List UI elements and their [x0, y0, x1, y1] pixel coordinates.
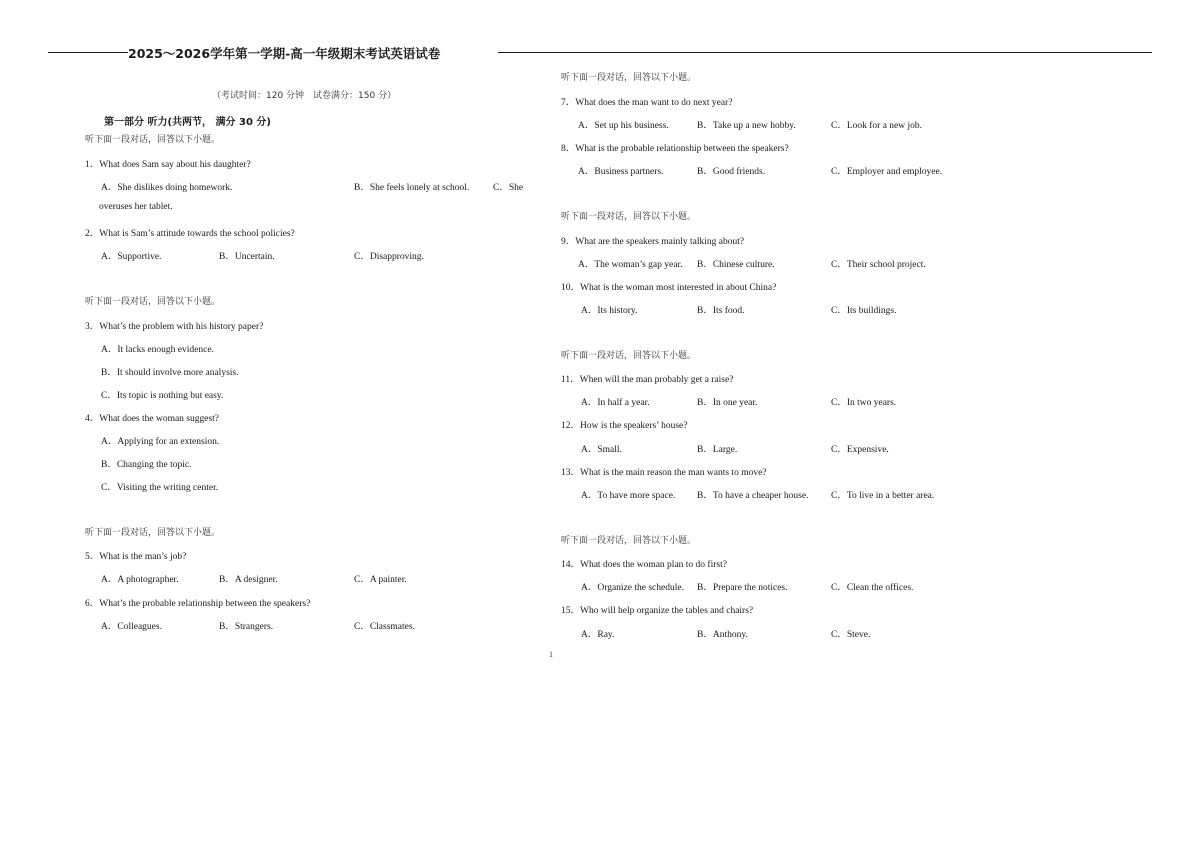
page-number: 1 [549, 650, 553, 659]
q8-option-a: A．Business partners. [578, 167, 664, 177]
question-5: 5．What is the man’s job? [85, 552, 187, 562]
q2-option-b: B．Uncertain. [219, 252, 275, 262]
q1-option-c: C．She [493, 183, 524, 193]
q6-option-b: B．Strangers. [219, 622, 274, 632]
exam-info: （考试时间：120 分钟 试卷满分：150 分） [212, 91, 397, 101]
q2-option-a: A．Supportive. [101, 252, 162, 262]
question-9: 9．What are the speakers mainly talking about? [561, 237, 745, 247]
q7-option-b: B．Take up a new hobby. [697, 121, 796, 131]
q12-option-a: A．Small. [581, 445, 622, 455]
q8-option-c: C．Employer and employee. [831, 167, 943, 177]
instruction-2: 听下面一段对话，回答以下小题。 [85, 297, 221, 307]
q3-option-a: A．It lacks enough evidence. [101, 345, 214, 355]
q3-option-c: C．Its topic is nothing but easy. [101, 391, 224, 401]
instruction-5: 听下面一段对话，回答以下小题。 [561, 212, 697, 222]
q11-option-b: B．In one year. [697, 398, 758, 408]
q9-option-c: C．Their school project. [831, 260, 926, 270]
question-6: 6．What’s the probable relationship between the speakers? [85, 599, 311, 609]
q3-option-b: B．It should involve more analysis. [101, 368, 239, 378]
q1-option-b: B．She feels lonely at school. [354, 183, 470, 193]
q12-option-c: C．Expensive. [831, 445, 889, 455]
q13-option-a: A．To have more space. [581, 491, 676, 501]
question-7: 7．What does the man want to do next year? [561, 98, 733, 108]
q9-option-a: A．The woman’s gap year. [578, 260, 683, 270]
instruction-1: 听下面一段对话，回答以下小题。 [85, 135, 221, 145]
q4-option-c: C．Visiting the writing center. [101, 483, 219, 493]
instruction-7: 听下面一段对话，回答以下小题。 [561, 536, 697, 546]
question-4: 4．What does the woman suggest? [85, 414, 220, 424]
question-12: 12．How is the speakers’ house? [561, 421, 688, 431]
section-heading: 第一部分 听力(共两节， 满分 30 分) [104, 117, 271, 128]
q8-option-b: B．Good friends. [697, 167, 766, 177]
q6-option-a: A．Colleagues. [101, 622, 162, 632]
q10-option-b: B．Its food. [697, 306, 745, 316]
exam-title: 2025～2026学年第一学期-高一年级期末考试英语试卷 [128, 46, 441, 61]
q13-option-c: C．To live in a better area. [831, 491, 935, 501]
q14-option-b: B．Prepare the notices. [697, 583, 788, 593]
q15-option-a: A．Ray. [581, 630, 615, 640]
question-14: 14．What does the woman plan to do first? [561, 560, 727, 570]
instruction-6: 听下面一段对话，回答以下小题。 [561, 351, 697, 361]
question-13: 13．What is the main reason the man wants to move? [561, 468, 767, 478]
q5-option-c: C．A painter. [354, 575, 407, 585]
q14-option-c: C．Clean the offices. [831, 583, 914, 593]
header-rule-left [48, 52, 128, 53]
q10-option-a: A．Its history. [581, 306, 638, 316]
q1-option-c-continued: overuses her tablet. [99, 202, 173, 212]
question-8: 8．What is the probable relationship between the speakers? [561, 144, 789, 154]
q14-option-a: A．Organize the schedule. [581, 583, 684, 593]
instruction-3: 听下面一段对话，回答以下小题。 [85, 528, 221, 538]
q10-option-c: C．Its buildings. [831, 306, 897, 316]
q5-option-a: A．A photographer. [101, 575, 179, 585]
q6-option-c: C．Classmates. [354, 622, 415, 632]
q4-option-b: B．Changing the topic. [101, 460, 192, 470]
q15-option-c: C．Steve. [831, 630, 871, 640]
question-10: 10．What is the woman most interested in about China? [561, 283, 777, 293]
instruction-4: 听下面一段对话，回答以下小题。 [561, 73, 697, 83]
q7-option-a: A．Set up his business. [578, 121, 669, 131]
header-rule-right [498, 52, 1152, 53]
q4-option-a: A．Applying for an extension. [101, 437, 220, 447]
q15-option-b: B．Anthony. [697, 630, 748, 640]
question-11: 11．When will the man probably get a raise? [561, 375, 734, 385]
q13-option-b: B．To have a cheaper house. [697, 491, 809, 501]
q2-option-c: C．Disapproving. [354, 252, 424, 262]
q11-option-c: C．In two years. [831, 398, 897, 408]
question-1: 1．What does Sam say about his daughter? [85, 160, 251, 170]
q12-option-b: B．Large. [697, 445, 738, 455]
q9-option-b: B．Chinese culture. [697, 260, 775, 270]
question-2: 2．What is Sam’s attitude towards the school policies? [85, 229, 295, 239]
q7-option-c: C．Look for a new job. [831, 121, 923, 131]
q11-option-a: A．In half a year. [581, 398, 650, 408]
question-3: 3．What’s the problem with his history paper? [85, 322, 264, 332]
q1-option-a: A．She dislikes doing homework. [101, 183, 233, 193]
q5-option-b: B．A designer. [219, 575, 278, 585]
question-15: 15．Who will help organize the tables and chairs? [561, 606, 754, 616]
